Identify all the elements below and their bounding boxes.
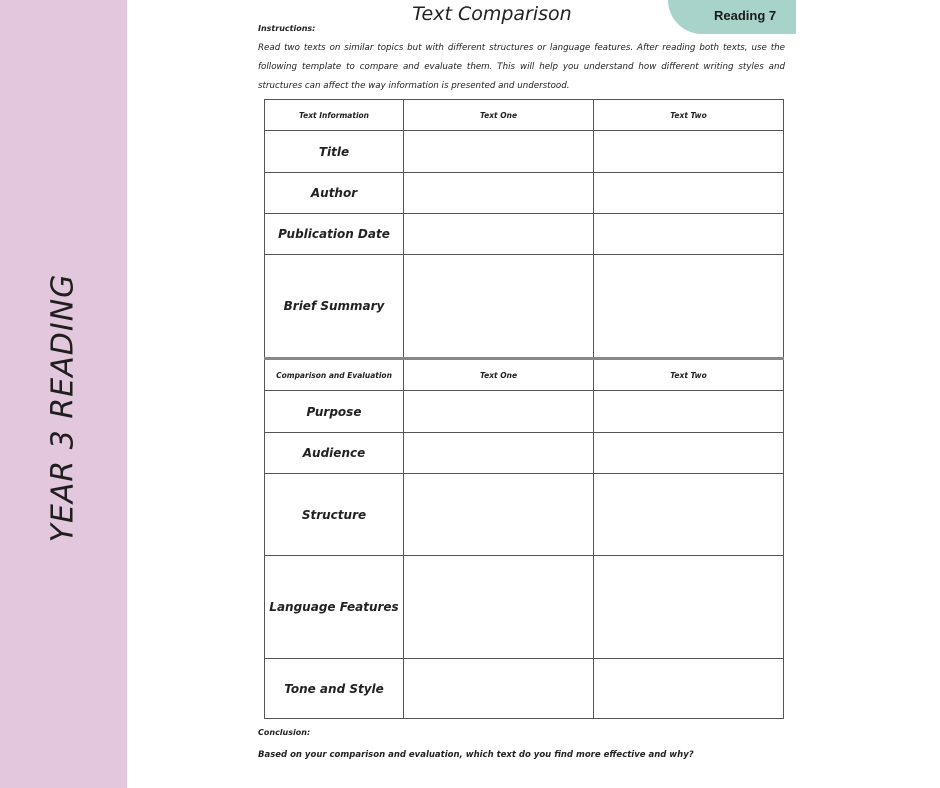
cell-date-text-two[interactable] — [594, 214, 784, 255]
page-title-wrap — [0, 3, 940, 25]
row-label-purpose: Purpose — [265, 391, 404, 433]
cell-language-text-one[interactable] — [404, 556, 594, 659]
row-label-title: Title — [265, 131, 404, 173]
cell-title-text-two[interactable] — [594, 131, 784, 173]
table-header-row — [265, 359, 784, 391]
cell-audience-text-two[interactable] — [594, 433, 784, 474]
table-row — [265, 474, 784, 556]
row-label-audience: Audience — [265, 433, 404, 474]
cell-summary-text-two[interactable] — [594, 255, 784, 359]
row-label-author: Author — [265, 173, 404, 214]
table-header-row — [265, 100, 784, 131]
row-label-language-features: Language Features — [265, 556, 404, 659]
cell-tone-text-one[interactable] — [404, 659, 594, 719]
cell-structure-text-one[interactable] — [404, 474, 594, 556]
cell-audience-text-one[interactable] — [404, 433, 594, 474]
cell-purpose-text-two[interactable] — [594, 391, 784, 433]
conclusion-heading: Conclusion: — [258, 728, 311, 737]
comparison-table — [264, 99, 784, 719]
header-text-two: Text Two — [594, 359, 784, 391]
table-row — [265, 214, 784, 255]
instructions-heading: Instructions: — [258, 24, 316, 33]
header-text-information: Text Information — [265, 100, 404, 131]
row-label-brief-summary: Brief Summary — [265, 255, 404, 359]
table-row — [265, 173, 784, 214]
table-row — [265, 659, 784, 719]
header-comparison-evaluation: Comparison and Evaluation — [265, 359, 404, 391]
header-text-two: Text Two — [594, 100, 784, 131]
reading-badge: Reading 7 — [714, 8, 777, 23]
cell-tone-text-two[interactable] — [594, 659, 784, 719]
page-title: Text Comparison — [412, 3, 572, 25]
cell-author-text-one[interactable] — [404, 173, 594, 214]
cell-date-text-one[interactable] — [404, 214, 594, 255]
cell-summary-text-one[interactable] — [404, 255, 594, 359]
cell-purpose-text-one[interactable] — [404, 391, 594, 433]
row-label-tone-and-style: Tone and Style — [265, 659, 404, 719]
sidebar-title: YEAR 3 READING — [45, 273, 81, 543]
cell-language-text-two[interactable] — [594, 556, 784, 659]
instructions-text: Read two texts on similar topics but with different structures or language features. After reading both texts, use the following template to compare and evaluate them. This will help you understand how different writing styles and structures can affect the way information is presented and understood. — [258, 43, 785, 91]
header-text-one: Text One — [404, 100, 594, 131]
cell-structure-text-two[interactable] — [594, 474, 784, 556]
header-text-one: Text One — [404, 359, 594, 391]
cell-author-text-two[interactable] — [594, 173, 784, 214]
table-row — [265, 433, 784, 474]
table-row — [265, 391, 784, 433]
table-row — [265, 255, 784, 359]
table-row — [265, 556, 784, 659]
table-row — [265, 131, 784, 173]
conclusion-question: Based on your comparison and evaluation, which text do you find more effective and why? — [258, 750, 694, 760]
row-label-publication-date: Publication Date — [265, 214, 404, 255]
row-label-structure: Structure — [265, 474, 404, 556]
cell-title-text-one[interactable] — [404, 131, 594, 173]
